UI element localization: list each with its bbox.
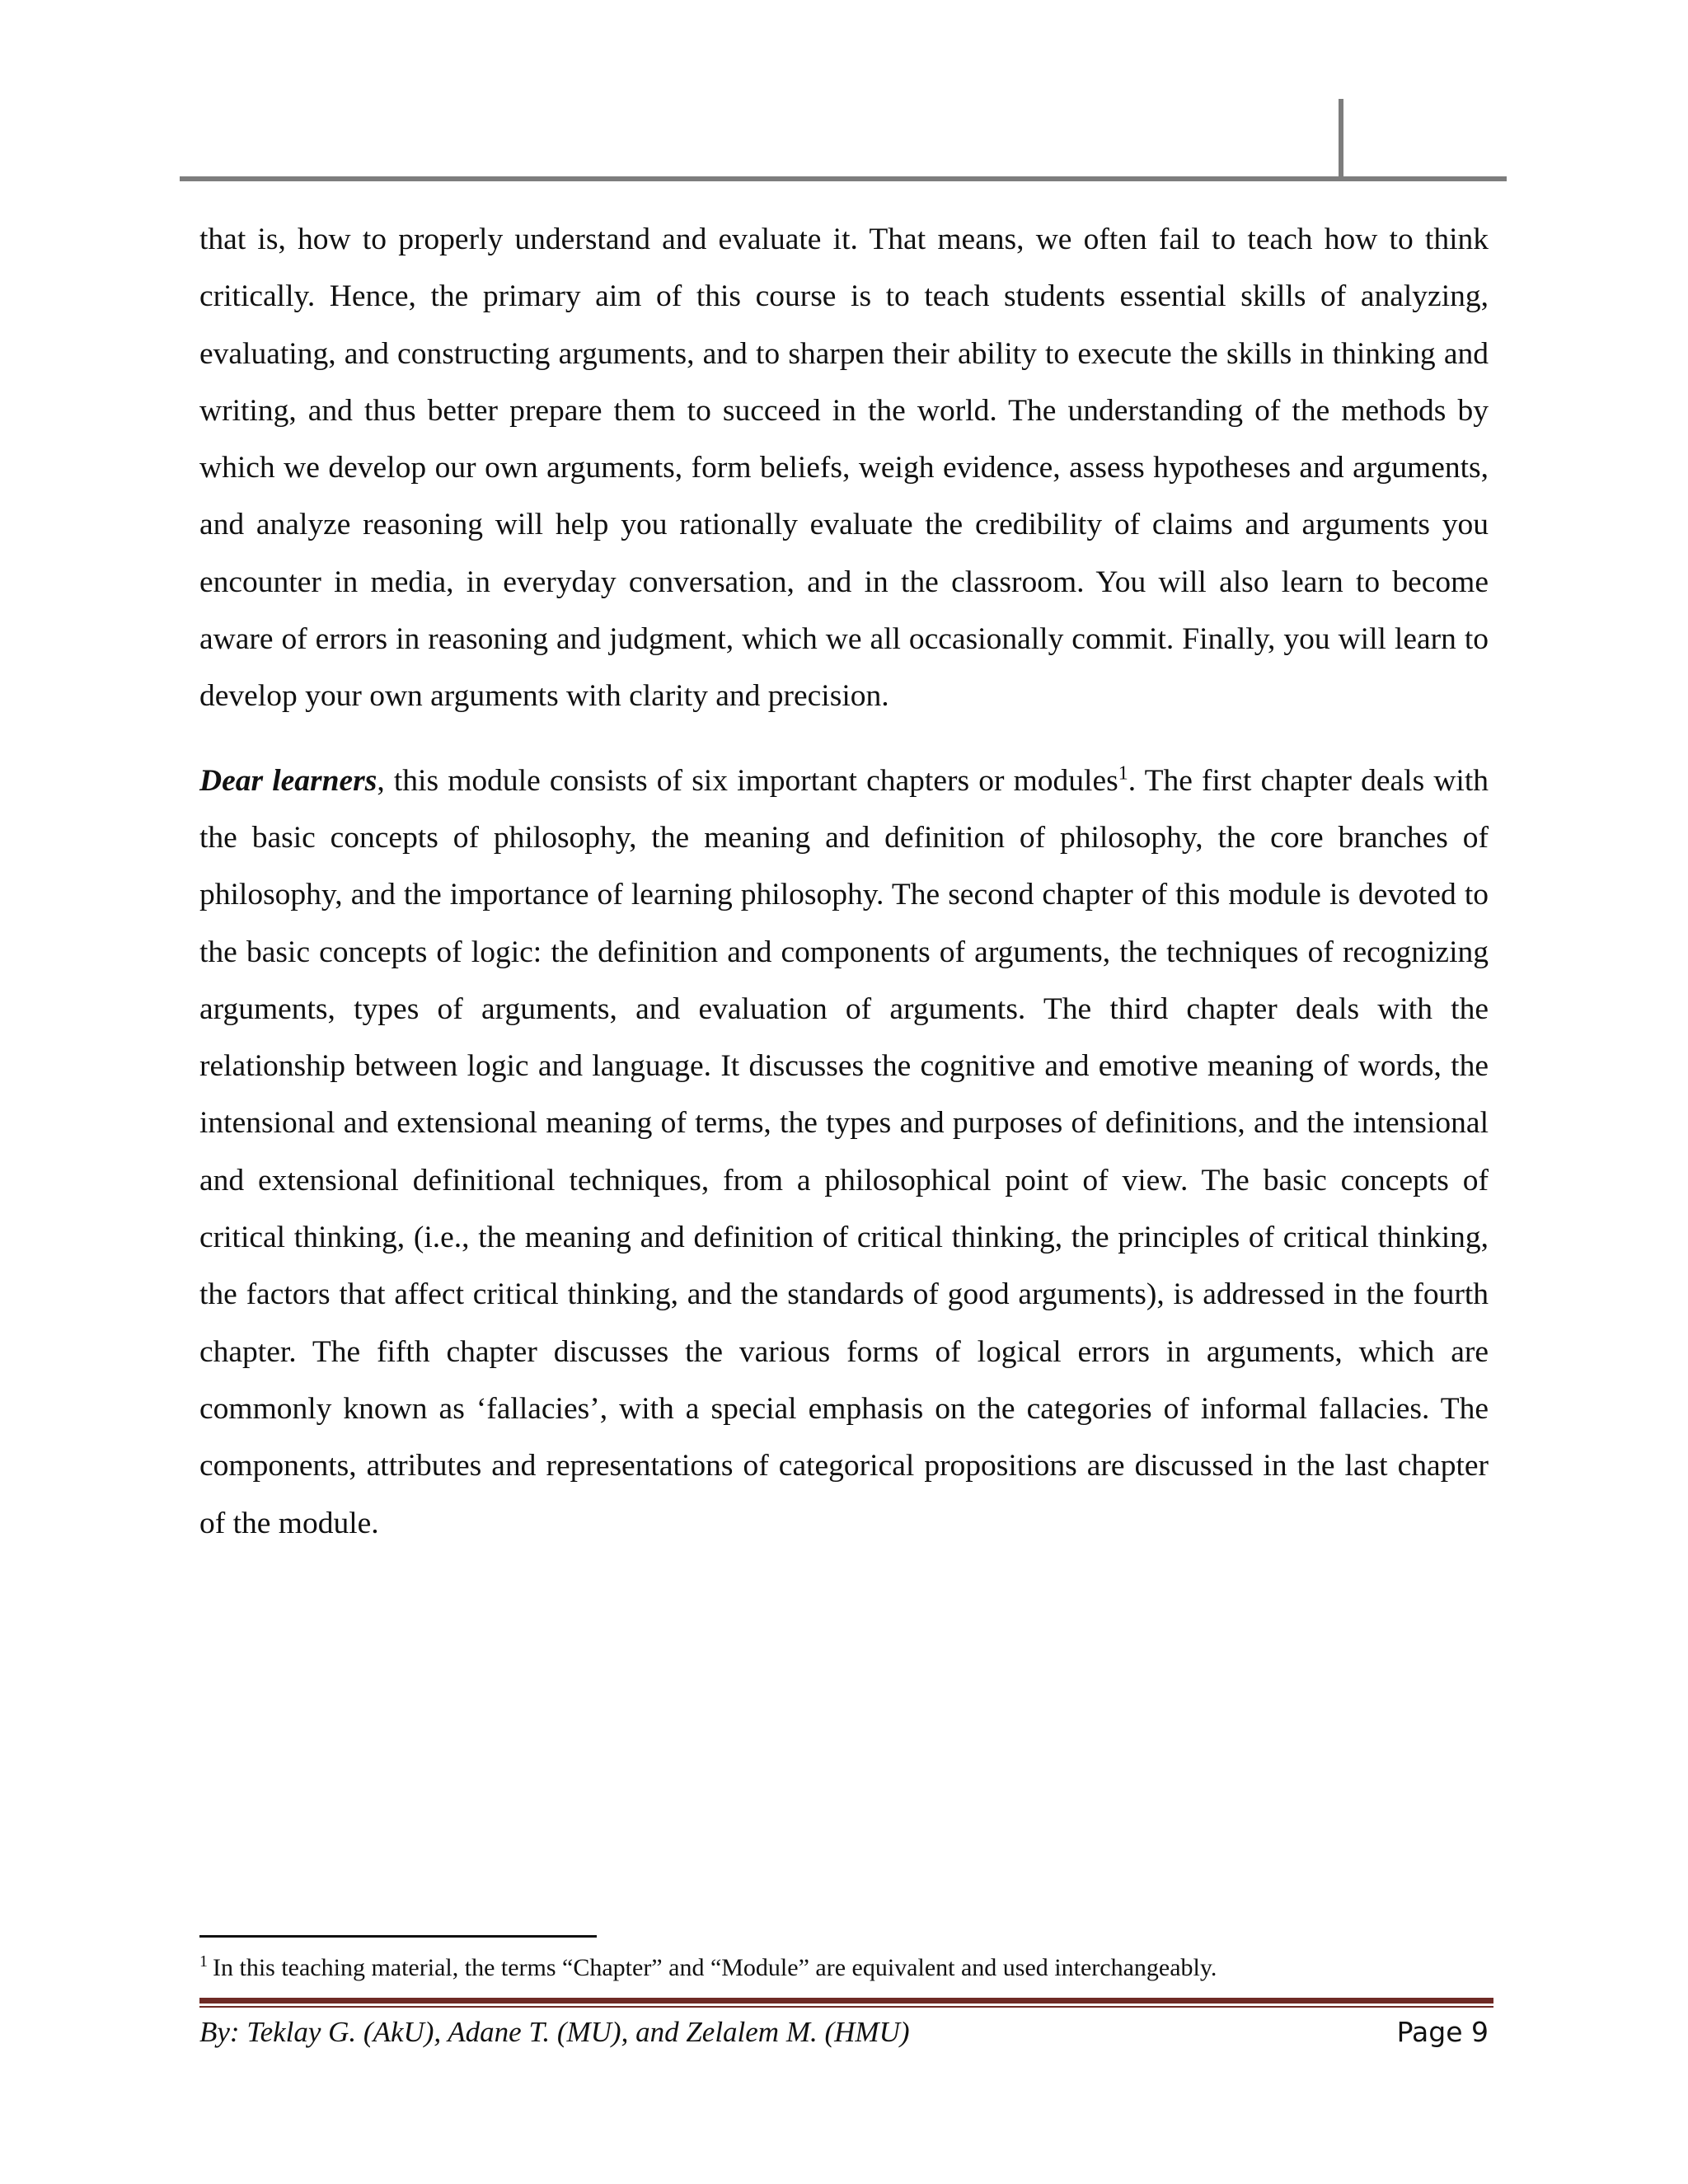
main-text [199,211,1489,1552]
footer-rule [199,1998,1493,2004]
footer-rule-thin [199,2006,1493,2008]
page-number: Page 9 [1396,2016,1489,2048]
header-divider-tick [1339,99,1343,178]
paragraph-rest-text: . The first chapter deals with the basic concepts of philosophy, the meaning and definition of philosophy, the core branches of philosophy, and the importance of learning philosophy. The second chapter of this module is devoted to the basic concepts of logic: the definition and components of arguments, the techniques of recognizing arguments, types of arguments, and evaluation of arguments. The third chapter deals with the relationship between logic and language. It discusses the cognitive and emotive meaning of words, the intensional and extensional meaning of terms, the types and purposes of definitions, and the intensional and extensional definitional techniques, from a philosophical point of view. The basic concepts of critical thinking, (i.e., the meaning and definition of critical thinking, the principles of critical thinking, the factors that affect critical thinking, and the standards of good arguments), is addressed in the fourth chapter. The fifth chapter discusses the various forms of logical errors in arguments, which are commonly known as ‘fallacies’, with a special emphasis on the categories of informal fallacies. The components, attributes and representations of categorical propositions are discussed in the last chapter of the module. [199,763,1489,1540]
dear-learners-lead: Dear learners [199,763,377,798]
footnote-separator [199,1935,597,1938]
header-rule [180,176,1507,181]
footer-authors: By: Teklay G. (AkU), Adane T. (MU), and Zelalem M. (HMU) [199,2016,910,2048]
paragraph-intro-text: , this module consists of six important chapters or modules [377,763,1118,798]
footnote-marker: 1 [199,1952,208,1971]
footnote-reference[interactable]: 1 [1118,762,1128,785]
footnote [199,1952,1489,1985]
paragraph-course-aim: that is, how to properly understand and evaluate it. That means, we often fail to teach how to think critically. Hence, the primary aim of this course is to teach students essential skills of analyzing, evaluating, and constructing arguments, and to sharpen their ability to execute the skills in thinking and writing, and thus better prepare them to succeed in the world. The understanding of the methods by which we develop our own arguments, form beliefs, weigh evidence, assess hypotheses and arguments, and analyze reasoning will help you rationally evaluate the credibility of claims and arguments you encounter in media, in everyday conversation, and in the classroom. You will also learn to become aware of errors in reasoning and judgment, which we all occasionally commit. Finally, you will learn to develop your own arguments with clarity and precision. [199,223,1489,714]
paragraph-module-overview [199,752,1489,1552]
footnote-text: In this teaching material, the terms “Chapter” and “Module” are equivalent and used interchangeably. [213,1954,1217,1981]
